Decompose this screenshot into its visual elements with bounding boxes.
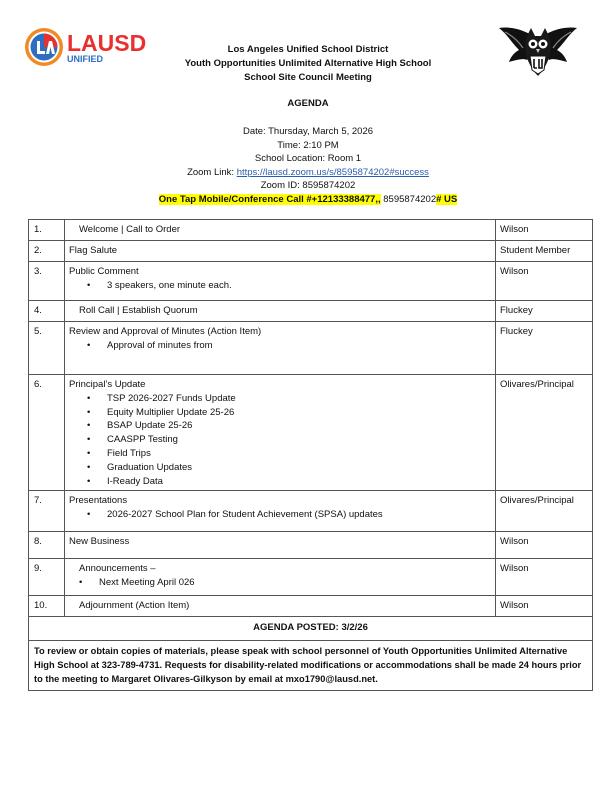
item-owner: Student Member bbox=[496, 241, 593, 262]
meeting-name: School Site Council Meeting bbox=[244, 72, 372, 83]
list-item: • 3 speakers, one minute each. bbox=[87, 279, 491, 293]
sub-item-list bbox=[79, 576, 491, 590]
item-owner: Olivares/Principal bbox=[496, 491, 593, 532]
item-owner: Wilson bbox=[496, 596, 593, 617]
list-item: • 2026-2027 School Plan for Student Achievement (SPSA) updates bbox=[87, 508, 491, 522]
table-row bbox=[29, 559, 593, 596]
item-title: New Business bbox=[65, 532, 496, 559]
table-row bbox=[29, 491, 593, 532]
table-row bbox=[29, 322, 593, 375]
item-cell bbox=[65, 559, 496, 596]
one-tap-line bbox=[0, 193, 616, 207]
zoom-id: Zoom ID: 8595874202 bbox=[260, 180, 356, 192]
item-owner: Olivares/Principal bbox=[496, 375, 593, 491]
table-row bbox=[29, 262, 593, 301]
sub-item-list bbox=[69, 508, 491, 522]
list-item: • Next Meeting April 026 bbox=[79, 576, 491, 590]
meeting-time: Time: 2:10 PM bbox=[277, 139, 339, 151]
sub-item-list bbox=[69, 279, 491, 293]
agenda-title: AGENDA bbox=[287, 98, 329, 109]
item-number: 8. bbox=[29, 532, 65, 559]
list-item: • Graduation Updates bbox=[87, 461, 491, 475]
list-item: • TSP 2026-2027 Funds Update bbox=[87, 392, 491, 406]
table-row bbox=[29, 596, 593, 617]
agenda-table bbox=[28, 219, 593, 691]
list-item: • BSAP Update 25-26 bbox=[87, 419, 491, 433]
item-owner: Fluckey bbox=[496, 322, 593, 375]
table-row bbox=[29, 532, 593, 559]
item-number: 2. bbox=[29, 241, 65, 262]
meeting-location: School Location: Room 1 bbox=[254, 153, 362, 165]
item-title: Flag Salute bbox=[65, 241, 496, 262]
zoom-link[interactable]: https://lausd.zoom.us/s/8595874202#success bbox=[236, 166, 429, 178]
lausd-logo-text: LAUSD bbox=[67, 30, 147, 56]
sub-item-list bbox=[69, 339, 491, 353]
item-title: Announcements – bbox=[79, 563, 156, 575]
table-row bbox=[29, 641, 593, 690]
one-tap-suffix: # US bbox=[436, 193, 458, 205]
one-tap-meeting-id: 8595874202 bbox=[380, 193, 437, 205]
item-number: 3. bbox=[29, 262, 65, 301]
item-title: Public Comment bbox=[69, 266, 139, 277]
list-item: • CAASPP Testing bbox=[87, 433, 491, 447]
district-name: Los Angeles Unified School District bbox=[227, 44, 389, 55]
item-number: 4. bbox=[29, 301, 65, 322]
item-owner: Fluckey bbox=[496, 301, 593, 322]
item-title: Roll Call | Establish Quorum bbox=[65, 301, 496, 322]
school-name: Youth Opportunities Unlimited Alternative High School bbox=[184, 58, 432, 69]
sub-item-list bbox=[69, 392, 491, 489]
zoom-link-label: Zoom Link: bbox=[187, 166, 237, 178]
item-title: Review and Approval of Minutes (Action Item) bbox=[69, 326, 262, 337]
meeting-date: Date: Thursday, March 5, 2026 bbox=[242, 126, 374, 137]
document-header bbox=[0, 43, 616, 85]
item-number: 6. bbox=[29, 375, 65, 491]
item-number: 7. bbox=[29, 491, 65, 532]
zoom-link-line bbox=[0, 166, 616, 180]
item-title: Presentations bbox=[69, 495, 128, 507]
item-number: 10. bbox=[29, 596, 65, 617]
item-title: Principal’s Update bbox=[69, 379, 146, 390]
item-owner: Wilson bbox=[496, 220, 593, 241]
item-cell bbox=[65, 322, 496, 375]
item-owner: Wilson bbox=[496, 262, 593, 301]
table-row bbox=[29, 220, 593, 241]
item-cell bbox=[65, 262, 496, 301]
one-tap-highlight: One Tap Mobile/Conference Call #+12133388477,, bbox=[158, 193, 381, 205]
table-row bbox=[29, 301, 593, 322]
item-number: 9. bbox=[29, 559, 65, 596]
item-number: 1. bbox=[29, 220, 65, 241]
meeting-info bbox=[0, 125, 616, 207]
table-row bbox=[29, 617, 593, 641]
list-item: • Equity Multiplier Update 25-26 bbox=[87, 406, 491, 420]
item-cell bbox=[65, 375, 496, 491]
item-title: Welcome | Call to Order bbox=[65, 220, 496, 241]
item-owner: Wilson bbox=[496, 559, 593, 596]
item-title: Adjournment (Action Item) bbox=[65, 596, 496, 617]
item-cell bbox=[65, 491, 496, 532]
table-row bbox=[29, 241, 593, 262]
list-item: • Approval of minutes from bbox=[87, 339, 491, 353]
list-item: • I-Ready Data bbox=[87, 475, 491, 489]
agenda-posted: AGENDA POSTED: 3/2/26 bbox=[29, 617, 593, 641]
list-item: • Field Trips bbox=[87, 447, 491, 461]
item-number: 5. bbox=[29, 322, 65, 375]
table-row bbox=[29, 375, 593, 491]
item-owner: Wilson bbox=[496, 532, 593, 559]
accessibility-note: To review or obtain copies of materials, please speak with school personnel of Youth Opportunities Unlimited Alternative High School at 323-789-4731. Requests for disability-related modifications or accommodations shall be made 24 hours prior to the meeting to Margaret Olivares-Gilkyson by email at mxo1790@lausd.net. bbox=[29, 641, 593, 690]
lausd-logo-subtext: UNIFIED bbox=[67, 54, 103, 64]
